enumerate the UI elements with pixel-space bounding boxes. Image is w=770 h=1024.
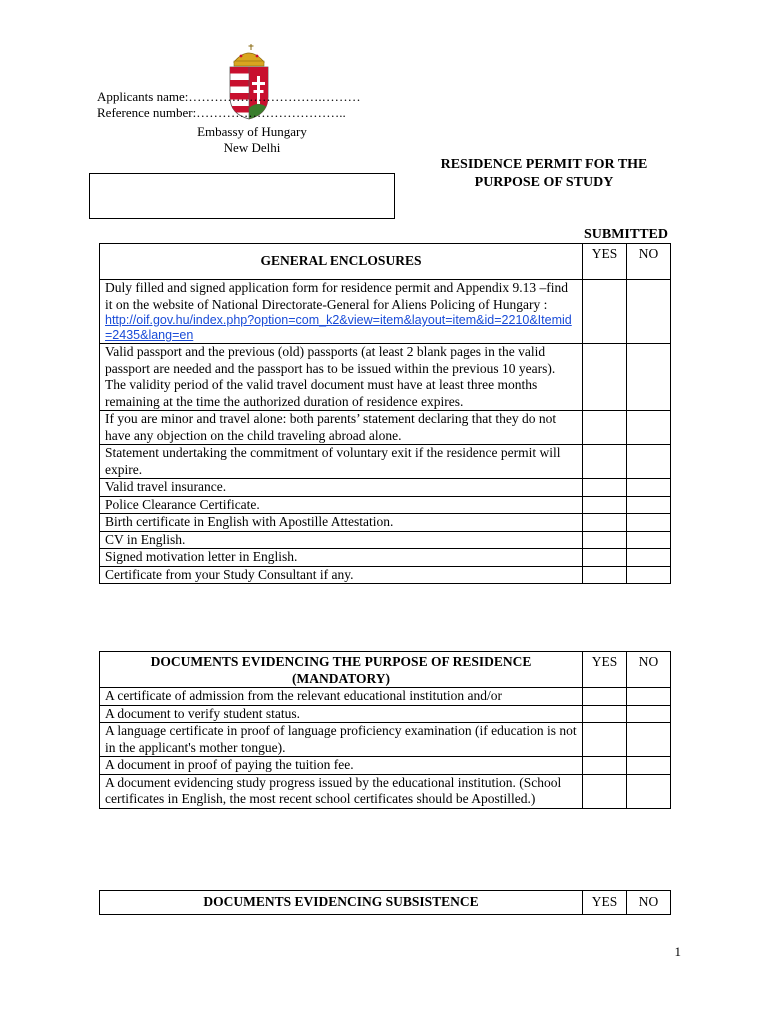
table-row (100, 280, 671, 344)
applicant-name-line: Applicants name:………………………….……… (97, 89, 361, 104)
table-row (100, 688, 671, 706)
row-text: If you are minor and travel alone: both parents’ statement declaring that they do not have any objection on the child traveling abroad alone. (100, 411, 583, 445)
purpose-of-residence-heading: DOCUMENTS EVIDENCING THE PURPOSE OF RESIDENCE (MANDATORY) (100, 652, 583, 688)
table-row (100, 344, 671, 411)
no-column-header: NO (627, 891, 671, 915)
row-text: Signed motivation letter in English. (100, 549, 583, 567)
embassy-name: Embassy of Hungary (197, 124, 307, 139)
table-row (100, 445, 671, 479)
no-checkbox-cell[interactable] (627, 549, 671, 567)
row-text: Valid passport and the previous (old) passports (at least 2 blank pages in the valid passport are needed and the passport has to be issued within the previous 10 years). The validity period of the valid travel document must have at least three months remaining at the time the authorized duration of residence expires. (100, 344, 583, 411)
subsistence-heading: DOCUMENTS EVIDENCING SUBSISTENCE (100, 891, 583, 915)
yes-checkbox-cell[interactable] (583, 549, 627, 567)
row-text: A language certificate in proof of language proficiency examination (if education is not in the applicant's mother tongue). (100, 723, 583, 757)
table-row (100, 479, 671, 497)
row-text: A document in proof of paying the tuition fee. (100, 757, 583, 775)
embassy-city: New Delhi (223, 140, 281, 155)
row-text: Valid travel insurance. (100, 479, 583, 497)
no-checkbox-cell[interactable] (627, 688, 671, 706)
no-column-header: NO (627, 652, 671, 688)
no-checkbox-cell[interactable] (627, 445, 671, 479)
purpose-of-residence-table (99, 651, 671, 809)
no-checkbox-cell[interactable] (627, 723, 671, 757)
row-text: A certificate of admission from the relevant educational institution and/or (100, 688, 583, 706)
no-checkbox-cell[interactable] (627, 705, 671, 723)
row-text: Police Clearance Certificate. (100, 496, 583, 514)
yes-checkbox-cell[interactable] (583, 514, 627, 532)
yes-checkbox-cell[interactable] (583, 774, 627, 808)
yes-checkbox-cell[interactable] (583, 566, 627, 584)
page-number: 1 (674, 944, 681, 959)
no-checkbox-cell[interactable] (627, 479, 671, 497)
yes-checkbox-cell[interactable] (583, 344, 627, 411)
row-text: Birth certificate in English with Apostille Attestation. (100, 514, 583, 532)
table-row (100, 723, 671, 757)
reference-number-line: Reference number:…………………………….. (97, 105, 346, 120)
official-use-box (89, 173, 395, 219)
yes-checkbox-cell[interactable] (583, 445, 627, 479)
no-checkbox-cell[interactable] (627, 496, 671, 514)
yes-column-header: YES (583, 891, 627, 915)
yes-checkbox-cell[interactable] (583, 496, 627, 514)
yes-checkbox-cell[interactable] (583, 723, 627, 757)
yes-checkbox-cell[interactable] (583, 280, 627, 344)
no-checkbox-cell[interactable] (627, 514, 671, 532)
no-checkbox-cell[interactable] (627, 531, 671, 549)
row-text: Statement undertaking the commitment of voluntary exit if the residence permit will expire. (100, 445, 583, 479)
submitted-label: SUBMITTED (583, 227, 669, 242)
table-row (100, 531, 671, 549)
row-text: A document evidencing study progress issued by the educational institution. (School certificates in English, the most recent school certificates should be Apostilled.) (100, 774, 583, 808)
general-enclosures-heading: GENERAL ENCLOSURES (100, 244, 583, 280)
document-title-line-2: PURPOSE OF STUDY (474, 175, 614, 190)
row-text: Duly filled and signed application form for residence permit and Appendix 9.13 –find it on the website of National Directorate-General for Aliens Policing of Hungary : (105, 280, 569, 312)
subsistence-table (99, 890, 671, 915)
yes-column-header: YES (583, 652, 627, 688)
row-text: A document to verify student status. (100, 705, 583, 723)
no-checkbox-cell[interactable] (627, 774, 671, 808)
table-row (100, 514, 671, 532)
oif-website-link[interactable]: http://oif.gov.hu/index.php?option=com_k2&view=item&layout=item&id=2210&Itemid=2435&lang=en (105, 313, 572, 342)
no-column-header: NO (627, 244, 671, 280)
no-checkbox-cell[interactable] (627, 411, 671, 445)
yes-checkbox-cell[interactable] (583, 411, 627, 445)
yes-column-header: YES (583, 244, 627, 280)
table-row (100, 757, 671, 775)
table-row (100, 566, 671, 584)
row-text: CV in English. (100, 531, 583, 549)
no-checkbox-cell[interactable] (627, 757, 671, 775)
row-text: Certificate from your Study Consultant if any. (100, 566, 583, 584)
table-row (100, 705, 671, 723)
no-checkbox-cell[interactable] (627, 280, 671, 344)
general-enclosures-table (99, 243, 671, 584)
document-title-line-1: RESIDENCE PERMIT FOR THE (440, 157, 648, 172)
table-row (100, 411, 671, 445)
table-row (100, 549, 671, 567)
no-checkbox-cell[interactable] (627, 344, 671, 411)
yes-checkbox-cell[interactable] (583, 757, 627, 775)
yes-checkbox-cell[interactable] (583, 531, 627, 549)
yes-checkbox-cell[interactable] (583, 688, 627, 706)
table-row (100, 496, 671, 514)
yes-checkbox-cell[interactable] (583, 705, 627, 723)
no-checkbox-cell[interactable] (627, 566, 671, 584)
yes-checkbox-cell[interactable] (583, 479, 627, 497)
table-row (100, 774, 671, 808)
